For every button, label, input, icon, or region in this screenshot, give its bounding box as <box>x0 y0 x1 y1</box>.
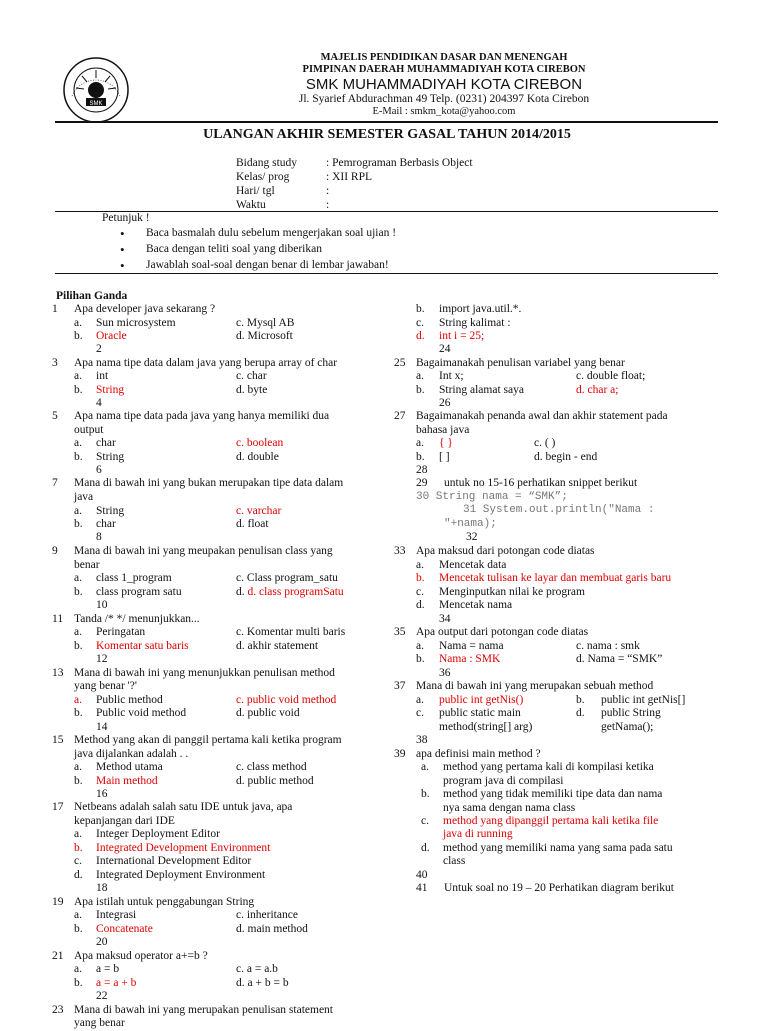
question-text: Bagaimanakah penulisan variabel yang benar <box>416 357 625 369</box>
option-c: c. inheritance <box>236 909 298 921</box>
question-number: 11 <box>52 613 64 625</box>
question-text: Apa nama tipe data dalam java yang berupa array of char <box>74 357 338 369</box>
question-number: 19 <box>52 896 64 908</box>
question-number: 37 <box>394 680 406 692</box>
option-c: String kalimat : <box>439 317 511 329</box>
option-b: String alamat saya <box>439 384 524 396</box>
option-d: public String <box>601 707 661 719</box>
question-number: 27 <box>394 410 406 422</box>
question-text: Apa developer java sekarang ? <box>74 303 216 315</box>
option-a: Mencetak data <box>439 559 507 571</box>
question-number: 33 <box>394 545 406 557</box>
question-text: Apa istilah untuk penggabungan String <box>74 896 255 908</box>
question-number: 14 <box>96 721 108 733</box>
option-c: c. Class program_satu <box>236 572 338 584</box>
option-d-cont: getNama(); <box>601 721 654 733</box>
option-c: c. a = a.b <box>236 963 278 975</box>
option-a-cont: program java di compilasi <box>443 775 564 787</box>
question-number: 3 <box>52 357 58 369</box>
question-number: 4 <box>96 397 102 409</box>
question-number: 20 <box>96 936 108 948</box>
question-text: Method yang akan di panggil pertama kali ketika program <box>74 734 342 746</box>
option-a: int <box>96 370 109 382</box>
question-number: 15 <box>52 734 64 746</box>
option-b: method yang tidak memiliki tipe data dan nama <box>443 788 663 800</box>
question-text: java dijalankan adalah . . <box>74 748 189 760</box>
option-c: public static main <box>439 707 521 719</box>
option-b-cont: nya sama dengan nama class <box>443 802 576 814</box>
option-c-cont: method(string[] arg) <box>439 721 533 733</box>
option-c: c. double float; <box>576 370 646 382</box>
question-text: java <box>74 491 94 503</box>
code-line: 30 String nama = “SMK”; <box>416 491 568 503</box>
option-b: char <box>96 518 116 530</box>
question-number: 10 <box>96 599 108 611</box>
question-text: Bagaimanakah penanda awal dan akhir statement pada <box>416 410 668 422</box>
option-b: String <box>96 451 125 463</box>
question-text: Apa output dari potongan code diatas <box>416 626 589 638</box>
option-a: Method utama <box>96 761 163 773</box>
question-text: Apa maksud dari potongan code diatas <box>416 545 595 557</box>
option-c-cont: java di running <box>443 828 513 840</box>
question-text: Apa maksud operator a+=b ? <box>74 950 208 962</box>
option-a: class 1_program <box>96 572 172 584</box>
question-text: Mana di bawah ini yang merupakan penulisan statement <box>74 1004 333 1016</box>
date-label: Hari/ tgl <box>236 185 275 197</box>
option-b: String <box>96 384 125 396</box>
option-d: d. double <box>236 451 279 463</box>
question-number: 39 <box>394 748 406 760</box>
question-number: 7 <box>52 477 58 489</box>
option-c: c. ( ) <box>534 437 556 449</box>
question-number: 28 <box>416 464 428 476</box>
question-text: Mana di bawah ini yang menunjukkan penulisan method <box>74 667 335 679</box>
question-number: 13 <box>52 667 64 679</box>
question-text: Netbeans adalah salah satu IDE untuk java, apa <box>74 801 293 813</box>
question-number: 23 <box>52 1004 64 1016</box>
option-b: Nama : SMK <box>439 653 501 665</box>
instruction-item: • Baca basmalah dulu sebelum mengerjakan soal ujian ! <box>146 227 396 239</box>
option-b: Integrated Development Environment <box>96 842 271 854</box>
question-number: 17 <box>52 801 64 813</box>
option-d: d. main method <box>236 923 308 935</box>
question-number: 18 <box>96 882 108 894</box>
question-text: Mana di bawah ini yang meupakan penulisan class yang <box>74 545 333 557</box>
question-text: Mana di bawah ini yang bukan merupakan tipe data dalam <box>74 477 344 489</box>
question-number: 12 <box>96 653 108 665</box>
option-d: d. public method <box>236 775 314 787</box>
question-number: 34 <box>439 613 451 625</box>
option-d: Mencetak nama <box>439 599 513 611</box>
svg-text:SMK: SMK <box>89 101 103 107</box>
option-b: Concatenate <box>96 923 153 935</box>
subject-label: Bidang study <box>236 157 298 169</box>
school-name: SMK MUHAMMADIYAH KOTA CIREBON <box>305 76 583 93</box>
instruction-item: • Jawablah soal-soal dengan benar di lembar jawaban! <box>146 259 389 271</box>
exam-page: SMK MAJELIS PENDIDIKAN DASAR DAN MENENGAH PIMPINAN DAERAH MUHAMMADIYAH KOTA CIREBON SMK MUHAMMADIYAH KOTA CIREBON Jl. Syarief Abdurachman 49 Telp. (0231) 204397 Kota Cirebon E-Mail : smkm_kota@yahoo.com ULANGAN AKHIR SEMESTER GASAL TAHUN 2014/2015 Bidang study : Pemrograman Berbasis Object Kelas/ prog : XII RPL Hari/ tgl : Waktu : Petunjuk ! • Baca basmalah dulu sebelum mengerjakan soal ujian ! • Baca dengan teliti soal yang diberikan • Jawablah soal-soal dengan benar di lembar jawaban! Pilihan Ganda 1 Apa developer java sekarang ? a. Sun microsystem c. Mysql AB b. Oracle d. Microsoft 2 3 Apa nama tipe data dalam java yang berupa array of char a. int c. char b. String d. byte 4 5 Apa nama tipe data pada java yang hanya memiliki dua output a. char c. boolean b. String d. double 6 7 Mana di bawah ini yang bukan merupakan tipe data dalam java a. String c. varchar b. char d. float 8 9 Mana di bawah ini yang meupakan penulisan class yang benar a. class 1_program c. Class program_satu b. class program satu d. d. class programSatu 10 11 Tanda /* */ menunjukkan... a. Peringatan c. Komentar multi baris b. Komentar satu baris d. akhir statement 12 13 Mana di bawah ini yang menunjukkan penulisan method yang benar '?' a. Public method c. public void method b. Public void method d. public void 14 15 Method yang akan di panggil pertama kali ketika program java dijalankan adalah . . a. Method utama c. class method b. Main method d. public method 16 17 Netbeans adalah salah satu IDE untuk java, apa kepanjangan dari IDE a. Integer Deployment Editor b. Integrated Development Environment c. International Development Editor d. Integrated Deployment Environment 18 19 Apa istilah untuk penggabungan String a. Integrasi c. inheritance b. Concatenate d. main method 20 21 Apa maksud operator a+=b ? a. a = b c. a = a.b b. a = a + b d. a + b = b 22 23 Mana di bawah ini yang merupakan penulisan statement yang benar b. import java.util.*. c. String kalimat : d. int i = 25; 24 25 Bagaimanakah penulisan variabel yang benar a. Int x; c. double float; b. String alamat saya d. char a; 26 27 Bagaimanakah penanda awal dan akhir statement pada bahasa java a. { } c. ( ) b. [ ] d. begin - end 28 29 untuk no 15-16 perhatikan snippet berikut 30 String nama = “SMK”; 31 System.out.println("Nama : "+nama); 32 33 Apa maksud dari potongan code diatas a. Mencetak data b. Mencetak tulisan ke layar dan membuat garis baru c. Menginputkan nilai ke program d. Mencetak nama 34 35 Apa output dari potongan code diatas a. Nama = nama c. nama : smk b. Nama : SMK d. Nama = “SMK” 36 37 Mana di bawah ini yang merupakan sebuah method a. public int getNis() b. public int getNis[] c. public static main method(string[] arg) d. public String getNama(); 38 39 apa definisi main method ? a. method yang pertama kali di kompilasi ketika program java di compilasi b. method yang tidak memiliki tipe data dan nama nya sama dengan nama class c. method yang dipanggil pertama kali ketika file java di running d. method yang memiliki nama yang sama pada satu class 40 41 Untuk soal no 19 – 20 Perhatikan diagram berikut <box>0 0 768 1024</box>
option-a: Peringatan <box>96 626 146 638</box>
option-a: Sun microsystem <box>96 317 176 329</box>
option-c: c. Komentar multi baris <box>236 626 346 638</box>
option-c: c. class method <box>236 761 307 773</box>
question-text: kepanjangan dari IDE <box>74 815 175 827</box>
option-d: d. Nama = “SMK” <box>576 653 663 665</box>
option-c: c. varchar <box>236 505 282 517</box>
class-value: : XII RPL <box>326 171 372 183</box>
question-number: 5 <box>52 410 58 422</box>
info-divider <box>55 211 718 212</box>
class-label: Kelas/ prog <box>236 171 290 183</box>
question-number: 22 <box>96 990 108 1002</box>
question-number: 8 <box>96 531 102 543</box>
option-a: String <box>96 505 125 517</box>
option-d: d. Microsoft <box>236 330 293 342</box>
question-number: 35 <box>394 626 406 638</box>
question-number: 26 <box>439 397 451 409</box>
question-text: Apa nama tipe data pada java yang hanya memiliki dua <box>74 410 330 422</box>
option-d: d. begin - end <box>534 451 598 463</box>
option-d: method yang memiliki nama yang sama pada satu <box>443 842 673 854</box>
option-d: d. class programSatu <box>247 586 344 598</box>
option-d: d. a + b = b <box>236 977 289 989</box>
option-c: International Development Editor <box>96 855 252 867</box>
option-c: c. boolean <box>236 437 284 449</box>
code-line: "+nama); <box>444 518 497 530</box>
question-number: 41 <box>416 882 428 894</box>
question-number: 25 <box>394 357 406 369</box>
option-b: import java.util.*. <box>439 303 522 315</box>
exam-info <box>236 157 473 213</box>
option-a: Int x; <box>439 370 464 382</box>
instruction-item: • Baca dengan teliti soal yang diberikan <box>146 243 322 255</box>
option-a: Public method <box>96 694 163 706</box>
code-line: 31 System.out.println("Nama : <box>463 504 655 516</box>
option-c: c. char <box>236 370 267 382</box>
option-b: public int getNis[] <box>601 694 686 706</box>
option-b: Komentar satu baris <box>96 640 189 652</box>
subject-value: : Pemrograman Berbasis Object <box>326 157 473 169</box>
option-b: [ ] <box>439 451 450 463</box>
option-a: Integrasi <box>96 909 137 921</box>
question-text: yang benar <box>74 1017 125 1029</box>
option-c: c. public void method <box>236 694 337 706</box>
option-d: int i = 25; <box>439 330 485 342</box>
option-a: a = b <box>96 963 120 975</box>
option-d: d. char a; <box>576 384 619 396</box>
option-c: c. nama : smk <box>576 640 640 652</box>
question-number: 9 <box>52 545 58 557</box>
option-a: { } <box>439 437 453 449</box>
question-text: untuk no 15-16 perhatikan snippet berikut <box>444 477 638 489</box>
option-b: Mencetak tulisan ke layar dan membuat garis baru <box>439 572 672 584</box>
option-b: class program satu <box>96 586 182 598</box>
question-number: 21 <box>52 950 64 962</box>
date-value: : <box>326 185 330 197</box>
question-text: Untuk soal no 19 – 20 Perhatikan diagram berikut <box>444 882 674 894</box>
time-label: Waktu <box>236 199 266 211</box>
option-d: Integrated Deployment Environment <box>96 869 266 881</box>
question-number: 16 <box>96 788 108 800</box>
question-text: bahasa java <box>416 424 470 436</box>
instructions-title: Petunjuk ! <box>102 212 150 224</box>
option-a: method yang pertama kali di kompilasi ketika <box>443 761 654 773</box>
time-value: : <box>326 199 330 211</box>
question-number: 1 <box>52 303 58 315</box>
option-a: Integer Deployment Editor <box>96 828 220 840</box>
question-number: 6 <box>96 464 102 476</box>
option-b: Public void method <box>96 707 187 719</box>
option-a: Nama = nama <box>439 640 504 652</box>
header-line-1: MAJELIS PENDIDIKAN DASAR DAN MENENGAH <box>320 52 568 63</box>
question-number: 2 <box>96 343 102 355</box>
option-c: method yang dipanggil pertama kali ketika file <box>443 815 659 827</box>
option-a: public int getNis() <box>439 694 524 706</box>
header-divider <box>55 121 718 123</box>
option-c: c. Mysql AB <box>236 317 295 329</box>
question-number: 29 <box>416 477 428 489</box>
question-text: output <box>74 424 104 436</box>
question-number: 38 <box>416 734 428 746</box>
question-text: Tanda /* */ menunjukkan... <box>74 613 200 625</box>
question-number: 36 <box>439 667 451 679</box>
question-text: apa definisi main method ? <box>416 748 541 760</box>
question-number: 40 <box>416 869 428 881</box>
header-line-2: PIMPINAN DAERAH MUHAMMADIYAH KOTA CIREBON <box>302 64 586 75</box>
option-d: d. public void <box>236 707 300 719</box>
option-b: Oracle <box>96 330 127 342</box>
option-b: Main method <box>96 775 158 787</box>
school-address: Jl. Syarief Abdurachman 49 Telp. (0231) 204397 Kota Cirebon <box>298 93 590 105</box>
question-text: Mana di bawah ini yang merupakan sebuah method <box>416 680 654 692</box>
section-title: Pilihan Ganda <box>56 290 128 302</box>
exam-title: ULANGAN AKHIR SEMESTER GASAL TAHUN 2014/2015 <box>203 127 571 142</box>
option-b: a = a + b <box>96 977 137 989</box>
question-number: 32 <box>466 531 478 543</box>
instructions-divider <box>55 273 718 274</box>
question-number: 24 <box>439 343 451 355</box>
option-c: Menginputkan nilai ke program <box>439 586 585 598</box>
option-d-cont: class <box>443 855 466 867</box>
option-d: d. byte <box>236 384 268 396</box>
school-email: E-Mail : smkm_kota@yahoo.com <box>372 106 516 117</box>
question-text: yang benar '?' <box>74 680 137 692</box>
option-a: char <box>96 437 116 449</box>
option-d: d. akhir statement <box>236 640 319 652</box>
option-d: d. float <box>236 518 269 530</box>
question-text: benar <box>74 559 100 571</box>
